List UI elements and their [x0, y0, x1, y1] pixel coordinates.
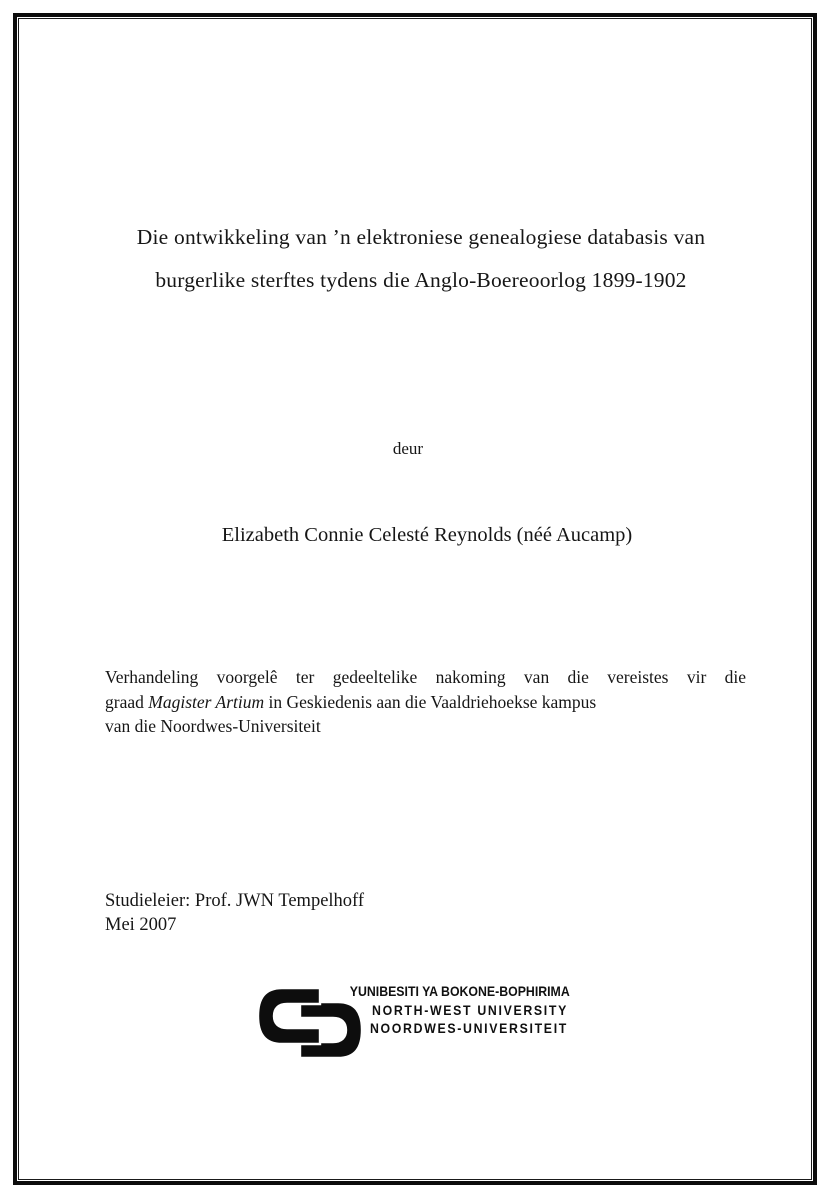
statement-line-3: van die Noordwes-Universiteit [105, 716, 321, 736]
university-logo [258, 982, 598, 1072]
supervisor-block [105, 889, 364, 937]
byline: deur [392, 439, 424, 458]
statement-line-2 [105, 690, 746, 715]
thesis-title [31, 216, 811, 302]
statement-line-2-suffix: in Geskiedenis aan die Vaaldriehoekse kampus [264, 691, 597, 712]
nwu-interlocking-links-icon [256, 986, 364, 1060]
title-line-1: Die ontwikkeling van ’n elektroniese genealogiese databasis van [136, 225, 706, 249]
logo-text-line-setswana: YUNIBESITI YA BOKONE-BOPHIRIMA [349, 983, 570, 999]
logo-text-line-english: NORTH-WEST UNIVERSITY [372, 1001, 568, 1018]
university-logo-text [350, 982, 568, 1038]
title-line-2: burgerlike sterftes tydens die Anglo-Boereoorlog 1899-1902 [155, 268, 687, 292]
statement-line-1: Verhandeling voorgelê ter gedeeltelike nakoming van die vereistes vir die [105, 667, 746, 687]
degree-name: Magister Artium [148, 691, 265, 712]
supervisor-line: Studieleier: Prof. JWN Tempelhoff [105, 891, 365, 911]
logo-text-line-afrikaans: NOORDWES-UNIVERSITEIT [369, 1020, 568, 1037]
date-line: Mei 2007 [105, 915, 177, 935]
statement-line-2-prefix: graad [105, 691, 149, 712]
page-border-inner [18, 18, 812, 1180]
page-border-outer [13, 13, 817, 1185]
author-name: Elizabeth Connie Celesté Reynolds (néé Aucamp) [221, 524, 633, 546]
thesis-statement [105, 665, 746, 739]
